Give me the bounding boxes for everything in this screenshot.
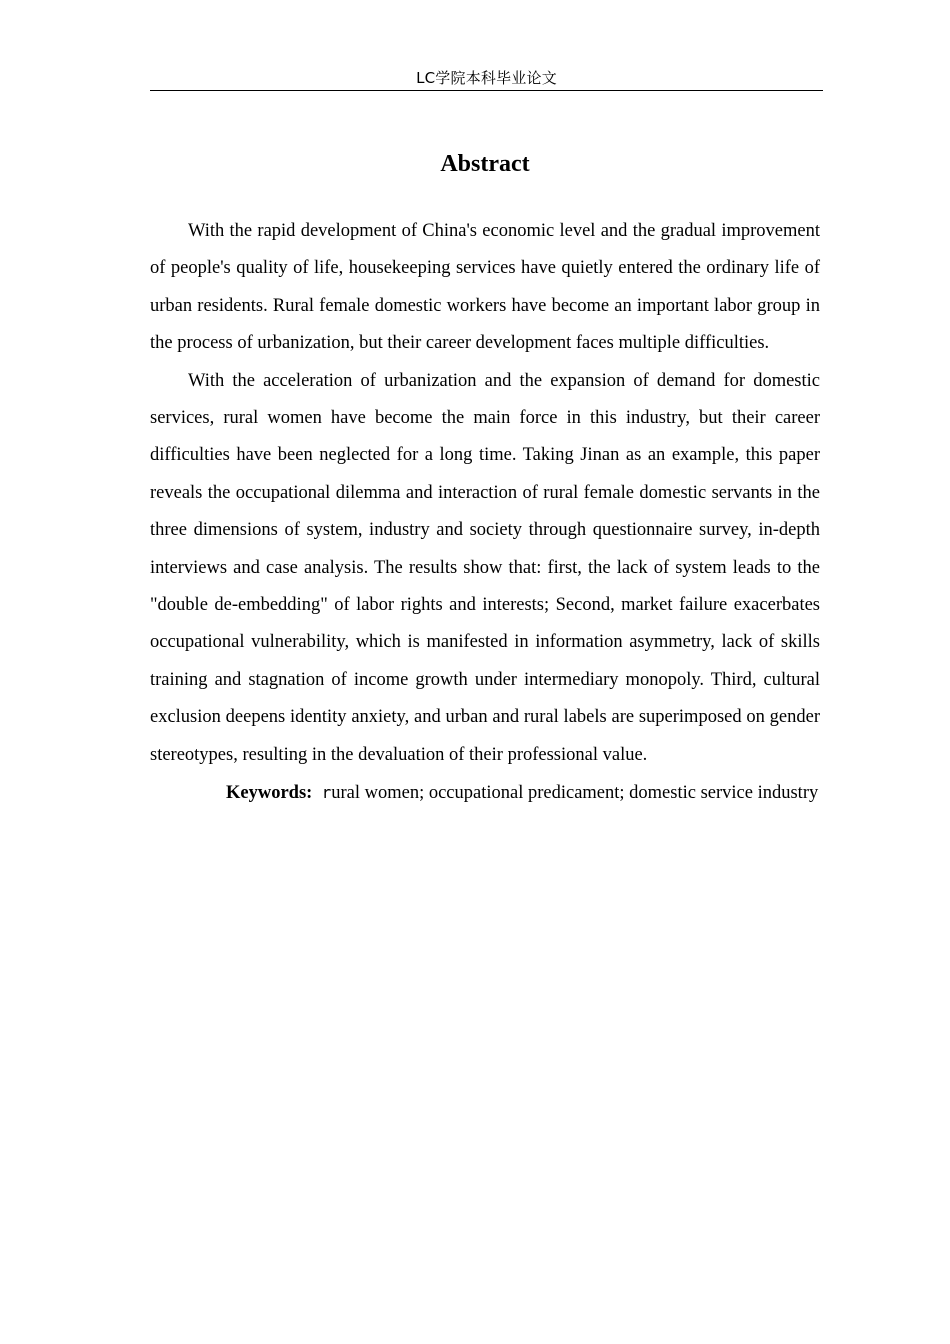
- keywords-line: [150, 774, 820, 812]
- page-header: [150, 68, 823, 91]
- keywords-first-letter: r: [321, 783, 332, 803]
- keywords-text: ural women; occupational predicament; domestic service industry: [331, 783, 819, 804]
- abstract-paragraph-1: With the rapid development of China's economic level and the gradual improvement of people's quality of life, housekeeping services have quietly entered the ordinary life of urban residents. Rural female domestic workers have become an important labor group in the process of urbanization, but their career development faces multiple difficulties.: [150, 221, 820, 354]
- abstract-paragraph-2: With the acceleration of urbanization and the expansion of demand for domestic services, rural women have become the main force in this industry, but their career difficulties have been neglected for a long time. Taking Jinan as an example, this paper reveals the occupational dilemma and interaction of rural female domestic servants in the three dimensions of system, industry and society through questionnaire survey, in-depth interviews and case analysis. The results show that: first, the lack of system leads to the "double de-embedding" of labor rights and interests; Second, market failure exacerbates occupational vulnerability, which is manifested in information asymmetry, lack of skills training and stagnation of income growth under intermediary monopoly. Third, cultural exclusion deepens identity anxiety, and urban and rural labels are superimposed on gender stereotypes, resulting in the devaluation of their professional value.: [150, 370, 820, 765]
- header-text: LC学院本科毕业论文: [416, 69, 557, 87]
- abstract-title: Abstract: [440, 151, 530, 177]
- keywords-label: Keywords:: [226, 783, 313, 804]
- abstract-body: [150, 213, 820, 813]
